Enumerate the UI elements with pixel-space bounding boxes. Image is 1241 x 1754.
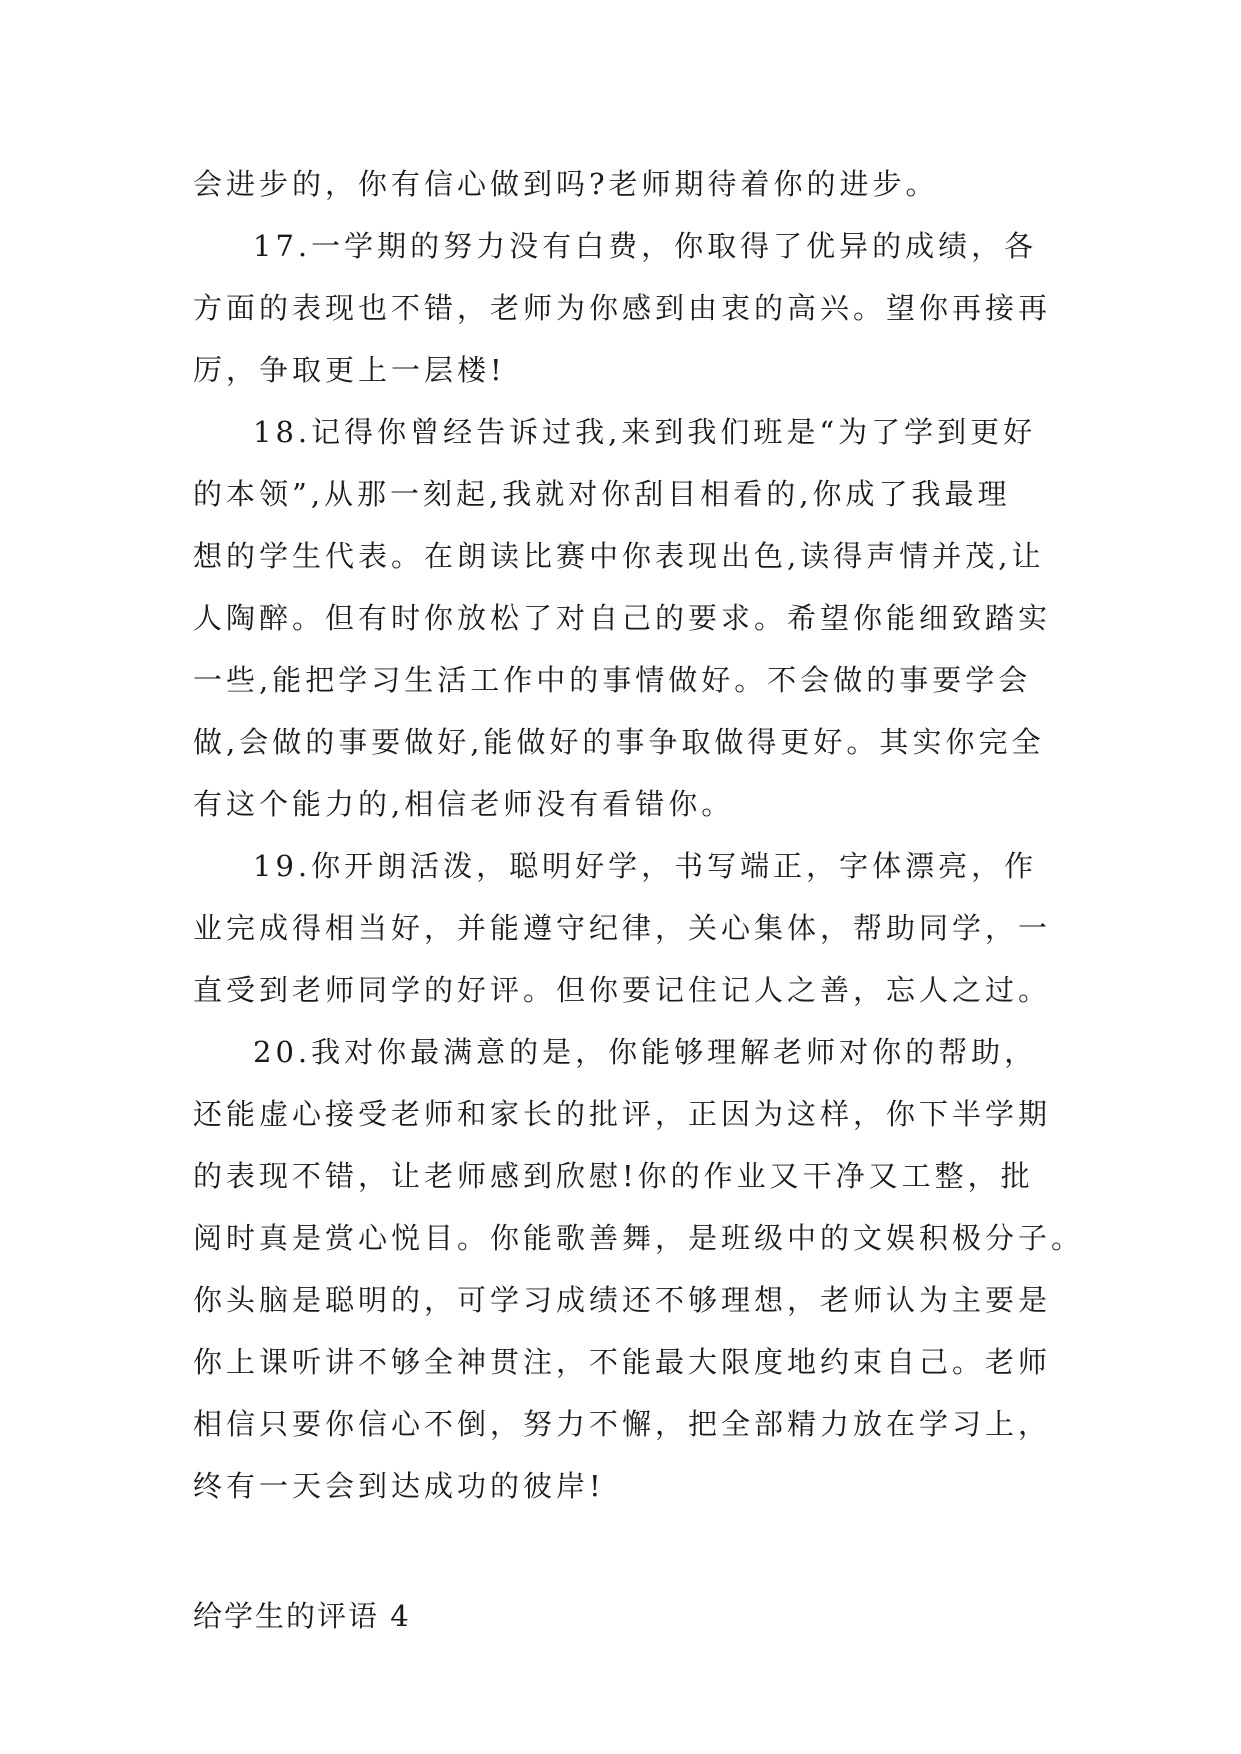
text-line: 有这个能力的,相信老师没有看错你。	[193, 787, 735, 821]
text-line: 做,会做的事要做好,能做好的事争取做得更好。其实你完全	[193, 725, 1045, 759]
text-line: 想的学生代表。在朗读比赛中你表现出色,读得声情并茂,让	[193, 539, 1045, 573]
paragraph-19-start: 19.你开朗活泼，聪明好学，书写端正，字体漂亮，作	[253, 849, 1038, 883]
text-line: 你头脑是聪明的，可学习成绩还不够理想，老师认为主要是	[193, 1283, 1052, 1317]
section-heading: 给学生的评语 4	[193, 1599, 411, 1633]
text-line: 的表现不错，让老师感到欣慰!你的作业又干净又工整，批	[193, 1159, 1034, 1193]
text-line: 厉，争取更上一层楼!	[193, 353, 506, 387]
text-line: 相信只要你信心不倒，努力不懈，把全部精力放在学习上，	[193, 1407, 1052, 1441]
text-line: 的本领”,从那一刻起,我就对你刮目相看的,你成了我最理	[193, 477, 1011, 511]
text-line: 你上课听讲不够全神贯注，不能最大限度地约束自己。老师	[193, 1345, 1052, 1379]
text-line: 会进步的，你有信心做到吗?老师期待着你的进步。	[193, 167, 939, 201]
text-line: 人陶醉。但有时你放松了对自己的要求。希望你能细致踏实	[193, 601, 1052, 635]
paragraph-20-start: 20.我对你最满意的是，你能够理解老师对你的帮助，	[253, 1035, 1038, 1069]
text-line: 阅时真是赏心悦目。你能歌善舞，是班级中的文娱积极分子。	[193, 1221, 1085, 1255]
text-line: 还能虚心接受老师和家长的批评，正因为这样，你下半学期	[193, 1097, 1052, 1131]
paragraph-18-start: 18.记得你曾经告诉过我,来到我们班是“为了学到更好	[253, 415, 1037, 449]
text-line: 业完成得相当好，并能遵守纪律，关心集体，帮助同学，一	[193, 911, 1052, 945]
text-line: 一些,能把学习生活工作中的事情做好。不会做的事要学会	[193, 663, 1032, 697]
text-line: 方面的表现也不错，老师为你感到由衷的高兴。望你再接再	[193, 291, 1052, 325]
text-line: 终有一天会到达成功的彼岸!	[193, 1469, 605, 1503]
paragraph-17-start: 17.一学期的努力没有白费，你取得了优异的成绩，各	[253, 229, 1038, 263]
text-line: 直受到老师同学的好评。但你要记住记人之善，忘人之过。	[193, 973, 1052, 1007]
